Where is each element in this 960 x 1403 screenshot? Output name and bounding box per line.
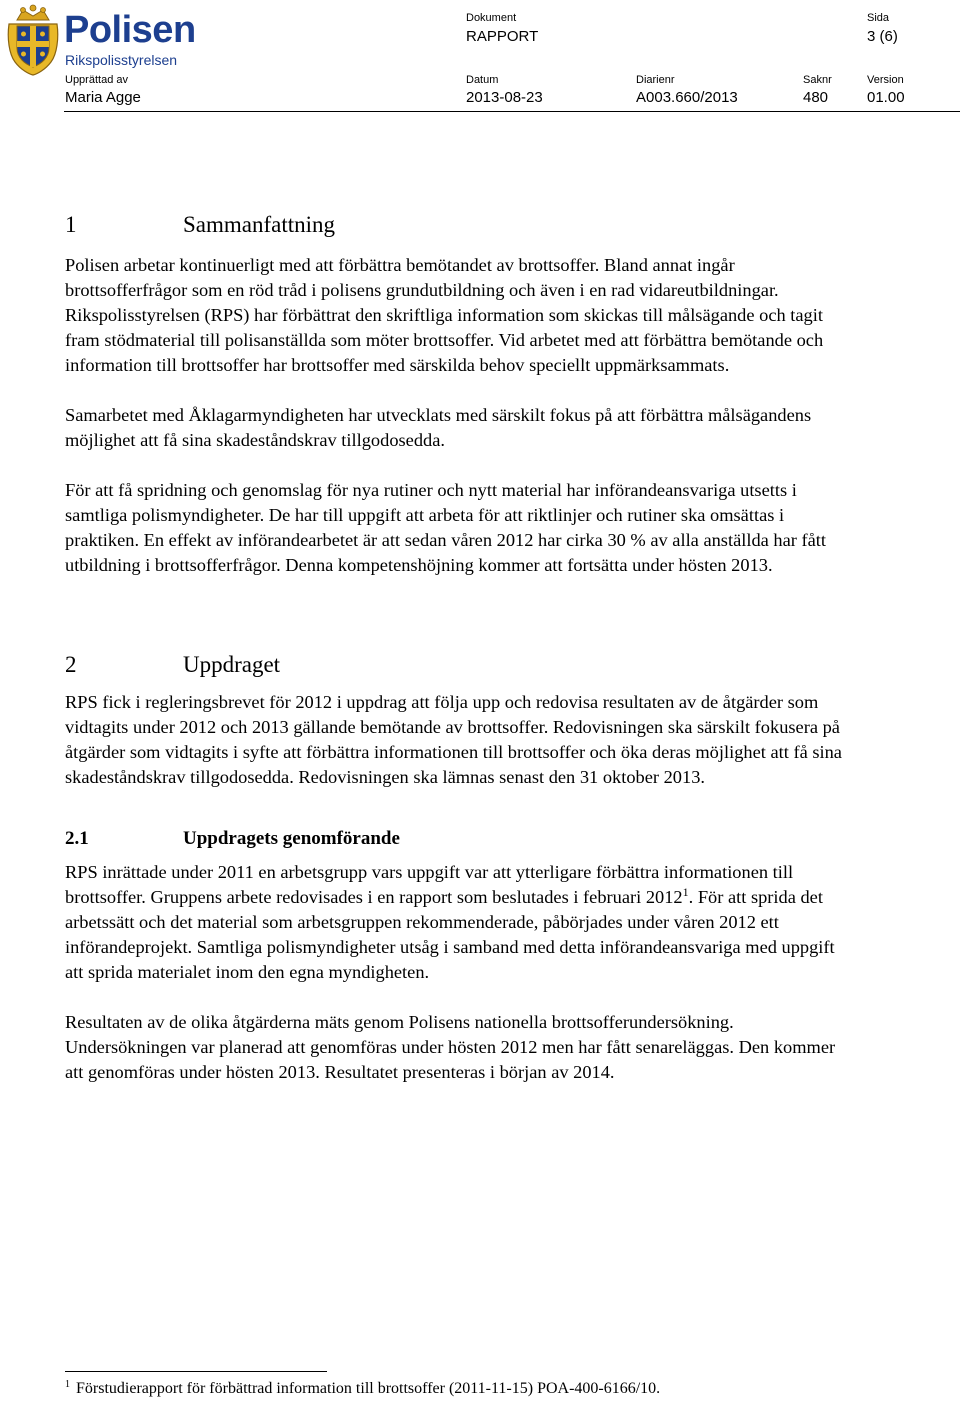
footnote-text: Förstudierapport för förbättrad information till brottsoffer (2011-11-15) POA-400-6166/10. (76, 1380, 661, 1397)
section-heading (65, 650, 855, 680)
diarienr-value: A003.660/2013 (636, 89, 738, 106)
section-title: Sammanfattning (183, 212, 336, 237)
diarienr-label: Diarienr (636, 74, 675, 86)
paragraph: Resultaten av de olika åtgärderna mäts genom Polisens nationella brottsofferundersökning. Undersökningen var planerad att genomföras under hösten 2012 men har fått senareläggas. Den kommer att genomföras under hösten 2013. Resultatet presenteras i början av 2014. (65, 1012, 836, 1082)
document-body (65, 210, 855, 1085)
page-label: Sida (867, 12, 890, 24)
paragraph: RPS fick i regleringsbrevet för 2012 i uppdrag att följa upp och redovisa resultaten av de åtgärder som vidtagits under 2012 och 2013 gällande bemötande av brottsoffer. Redovisningen ska särskilt fokusera på åtgärder som vidtagits i syfte att förbättra informationen till brottsoffer och öka deras möjlighet att få sina skadeståndskrav tillgodosedda. Redovisningen ska lämnas senast den 31 oktober 2013. (65, 692, 842, 787)
logo-wordmark: Polisen (64, 9, 196, 51)
subsection-number: 2.1 (65, 828, 89, 849)
section-heading (65, 210, 855, 240)
organization-name: Rikspolisstyrelsen (65, 52, 178, 68)
paragraph: Polisen arbetar kontinuerligt med att förbättra bemötandet av brottsoffer. Bland annat ingår brottsofferfrågor som en röd tråd i polisens grundutbildning och även i en rad vidareutbildningar. Rikspolisstyrelsen (RPS) har förbättrat den skriftliga information som skickas till målsägande och tagit fram stödmaterial till polisanställda som möter brottsoffer. Vid arbetet med att förbättra bemötande och information till brottsoffer har brottsoffer med särskilda behov speciellt uppmärksammats. (65, 255, 824, 375)
paragraph-text: . För att sprida det arbetssätt och det material som arbetsgruppen rekommenderade, påbörjades under våren 2012 ett införandeprojekt. Samtliga polismyndigheter utsåg i samband med detta införandeansvariga med uppgift att sprida materialet inom den egna myndigheten. (65, 887, 835, 982)
section-number: 1 (65, 212, 77, 237)
footnote-number: 1 (65, 1378, 70, 1390)
saknr-label: Saknr (803, 74, 832, 86)
version-label: Version (867, 74, 904, 86)
paragraph-text: RPS inrättade under 2011 en arbetsgrupp vars uppgift var att ytterligare förbättra informationen till brottsoffer. Gruppens arbete redovisades i en rapport som beslutades i februari 2012 (65, 862, 794, 907)
section-number: 2 (65, 652, 77, 677)
subsection-title: Uppdragets genomförande (183, 828, 400, 849)
header-divider (64, 111, 960, 112)
police-emblem-icon (5, 4, 61, 76)
author-name: Maria Agge (65, 89, 141, 106)
author-label: Upprättad av (65, 74, 128, 86)
saknr-value: 480 (803, 89, 829, 106)
document-date: 2013-08-23 (466, 89, 543, 106)
document-type: RAPPORT (466, 28, 539, 45)
version-value: 01.00 (867, 89, 905, 106)
page-number: 3 (6) (867, 28, 898, 45)
subsection-heading (65, 826, 855, 851)
footnote (65, 1379, 660, 1399)
footnote-divider (65, 1371, 327, 1372)
footnote-reference[interactable]: 1 (682, 884, 689, 899)
paragraph: För att få spridning och genomslag för nya rutiner och nytt material har införandeansvariga utsetts i samtliga polismyndigheter. De har till uppgift att arbeta för att riktlinjer och rutiner ska omsättas i praktiken. En effekt av införandearbetet är att sedan våren 2012 har cirka 30 % av alla anställda har fått utbildning i brottsofferfrågor. Denna kompetenshöjning kommer att fortsätta under hösten 2013. (65, 480, 826, 575)
document-label: Dokument (466, 12, 517, 24)
document-header (0, 0, 960, 112)
paragraph (65, 860, 855, 985)
paragraph: Samarbetet med Åklagarmyndigheten har utvecklats med särskilt fokus på att förbättra målsägandens möjlighet att få sina skadeståndskrav tillgodosedda. (65, 405, 812, 450)
date-label: Datum (466, 74, 499, 86)
section-title: Uppdraget (183, 652, 281, 677)
